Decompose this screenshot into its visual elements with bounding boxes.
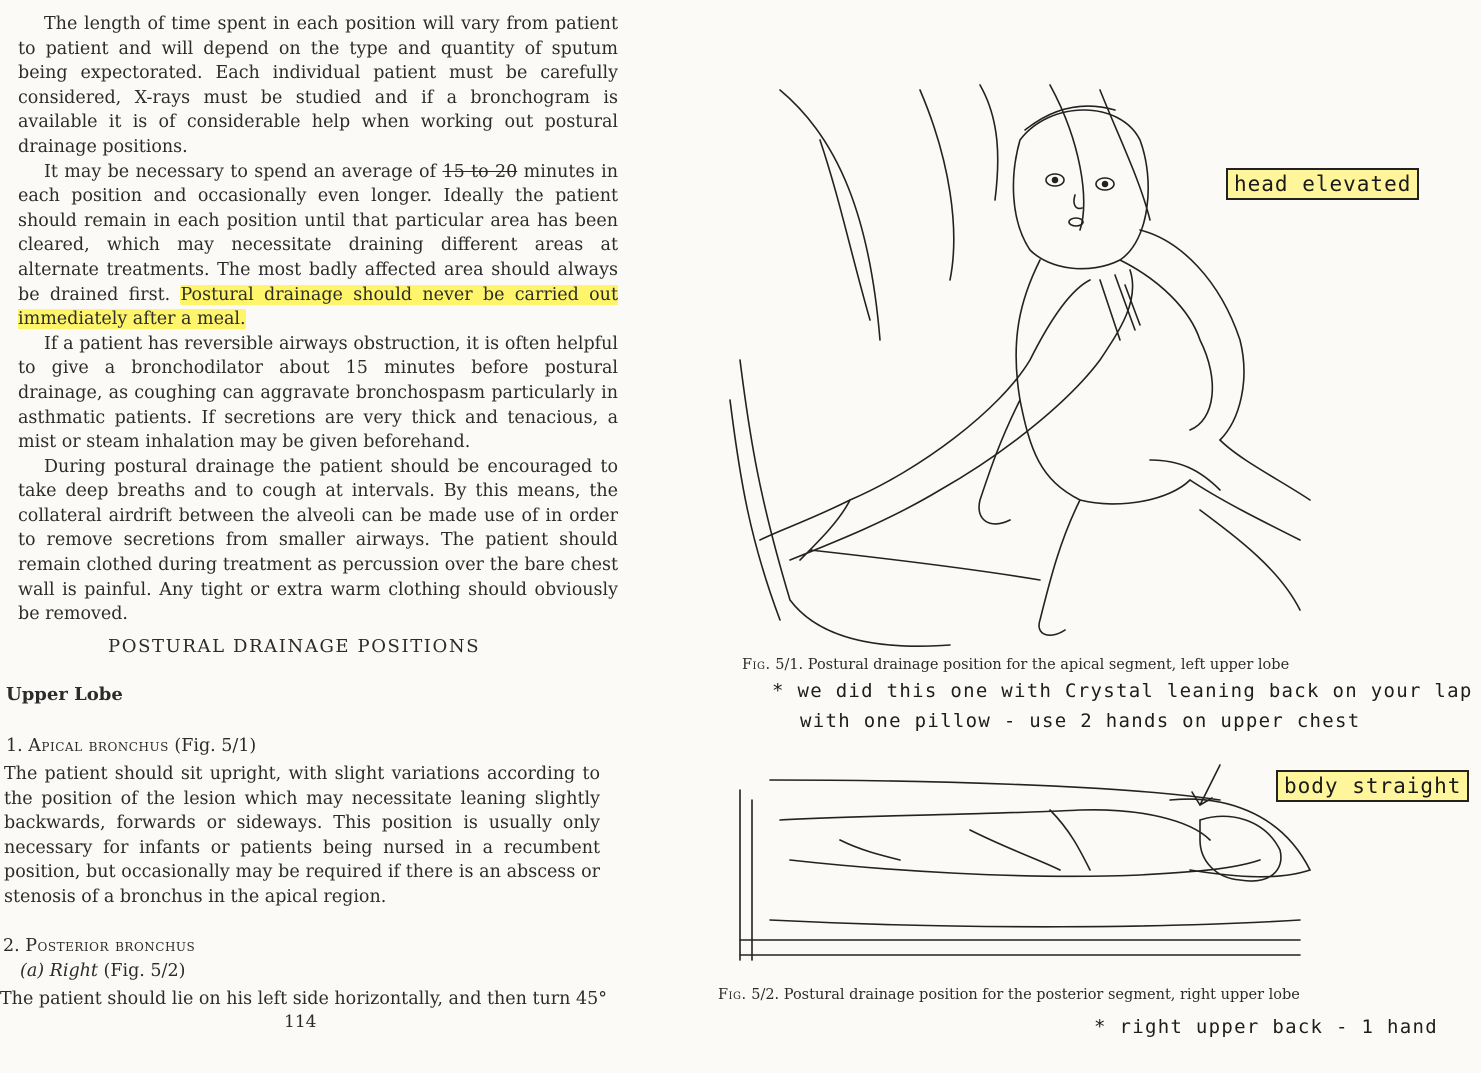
- item1-title: Apical bronchus: [28, 736, 169, 756]
- body-straight-tag: body straight: [1276, 770, 1469, 802]
- background-drapery-lines: [730, 85, 1150, 646]
- handwritten-note-line-2: with one pillow - use 2 hands on upper chest: [800, 710, 1361, 732]
- item1-fig-ref: (Fig. 5/1): [174, 736, 257, 756]
- item1-text: The patient should sit upright, with slight variations according to the position of the lesion which may necessitate leaning slightly backwards, forwards or sideways. This position is usually only necessary for infants or patients being nursed in a recumbent position, but occasionally may be required if there is an abscess or stenosis of a bronchus in the apical region.: [4, 764, 600, 907]
- paragraph-duration-start: It may be necessary to spend an average of: [44, 161, 437, 182]
- paragraph-bronchodilator: If a patient has reversible airways obstruction, it is often helpful to give a bronchodilator about 15 minutes before postural drainage, as coughing can aggravate bronchospasm particularly in asthmatic patients. If secretions are very thick and tenacious, a mist or steam inhalation may be given beforehand.: [18, 333, 618, 453]
- lying-child: [780, 810, 1281, 881]
- item2a-fig-ref: (Fig. 5/2): [103, 961, 186, 981]
- infant-body: [979, 230, 1300, 635]
- page-number: 114: [284, 1012, 317, 1032]
- right-page: [680, 0, 1481, 1073]
- struck-out-text: 15 to 20: [442, 161, 518, 182]
- subheading-upper-lobe: Upper Lobe: [6, 684, 123, 705]
- item2-number: 2.: [3, 936, 20, 956]
- fig1-caption-text: 5/1. Postural drainage position for the apical segment, left upper lobe: [775, 657, 1290, 673]
- figure-5-1-caption: [742, 657, 1289, 673]
- fig1-caption-prefix: Fig.: [742, 657, 771, 673]
- paragraph-duration-mid: minutes in each position and occasionally even longer. Ideally the patient should remain in each position until that particular area has been cleared, which may necessitate draining different areas at alternate treatments. The most badly affected area should always be drained first.: [18, 161, 618, 305]
- fig2-caption-text: 5/2. Postural drainage position for the posterior segment, right upper lobe: [751, 987, 1300, 1003]
- infant-head: [1013, 106, 1148, 269]
- text-block-top: [18, 12, 618, 627]
- paragraph-time-in-position: The length of time spent in each position will vary from patient to patient and will depend on the type and quantity of sputum being expectorated. Each individual patient must be carefully considered, X-rays must be studied and if a bronchogram is available it is of considerable help when working out postural drainage positions.: [18, 14, 618, 157]
- figure-5-2-illustration: [720, 760, 1320, 970]
- section-title: POSTURAL DRAINAGE POSITIONS: [108, 636, 481, 657]
- paragraph-breathing: During postural drainage the patient should be encouraged to take deep breaths and to cough at intervals. By this means, the collateral airdrift between the alveoli can be made use of in order to remove secretions from smaller airways. The patient should remain clothed during treatment as percussion over the bare chest wall is painful. Any tight or extra warm clothing should obviously be removed.: [18, 456, 618, 625]
- blanket-lines: [810, 440, 1310, 610]
- item2a-heading: [20, 961, 185, 981]
- figure-5-2-caption: [718, 987, 1300, 1003]
- item1-text-block: [4, 762, 600, 910]
- highlighted-sentence: Postural drainage should never be carried out immediately after a meal.: [18, 284, 618, 330]
- left-page: [0, 0, 640, 1073]
- handwritten-note-line-1: * we did this one with Crystal leaning back on your lap: [772, 680, 1473, 702]
- head-elevated-tag: head elevated: [1226, 168, 1419, 200]
- adult-hand-and-arm: [760, 270, 1140, 560]
- item1-number: 1.: [6, 736, 23, 756]
- fig2-caption-prefix: Fig.: [718, 987, 747, 1003]
- item2a-label: (a): [20, 961, 45, 981]
- paragraph-duration: [18, 160, 618, 332]
- item1-heading: [6, 736, 256, 756]
- item2-title: Posterior bronchus: [25, 936, 196, 956]
- item2a-side: Right: [49, 961, 98, 981]
- item2-text: The patient should lie on his left side horizontally, and then turn 45°: [0, 989, 608, 1009]
- figure-5-1-illustration: [720, 80, 1320, 650]
- handwritten-note-fig2: * right upper back - 1 hand: [1094, 1016, 1438, 1038]
- item2-heading: [3, 936, 195, 956]
- bed-frame: [740, 780, 1300, 960]
